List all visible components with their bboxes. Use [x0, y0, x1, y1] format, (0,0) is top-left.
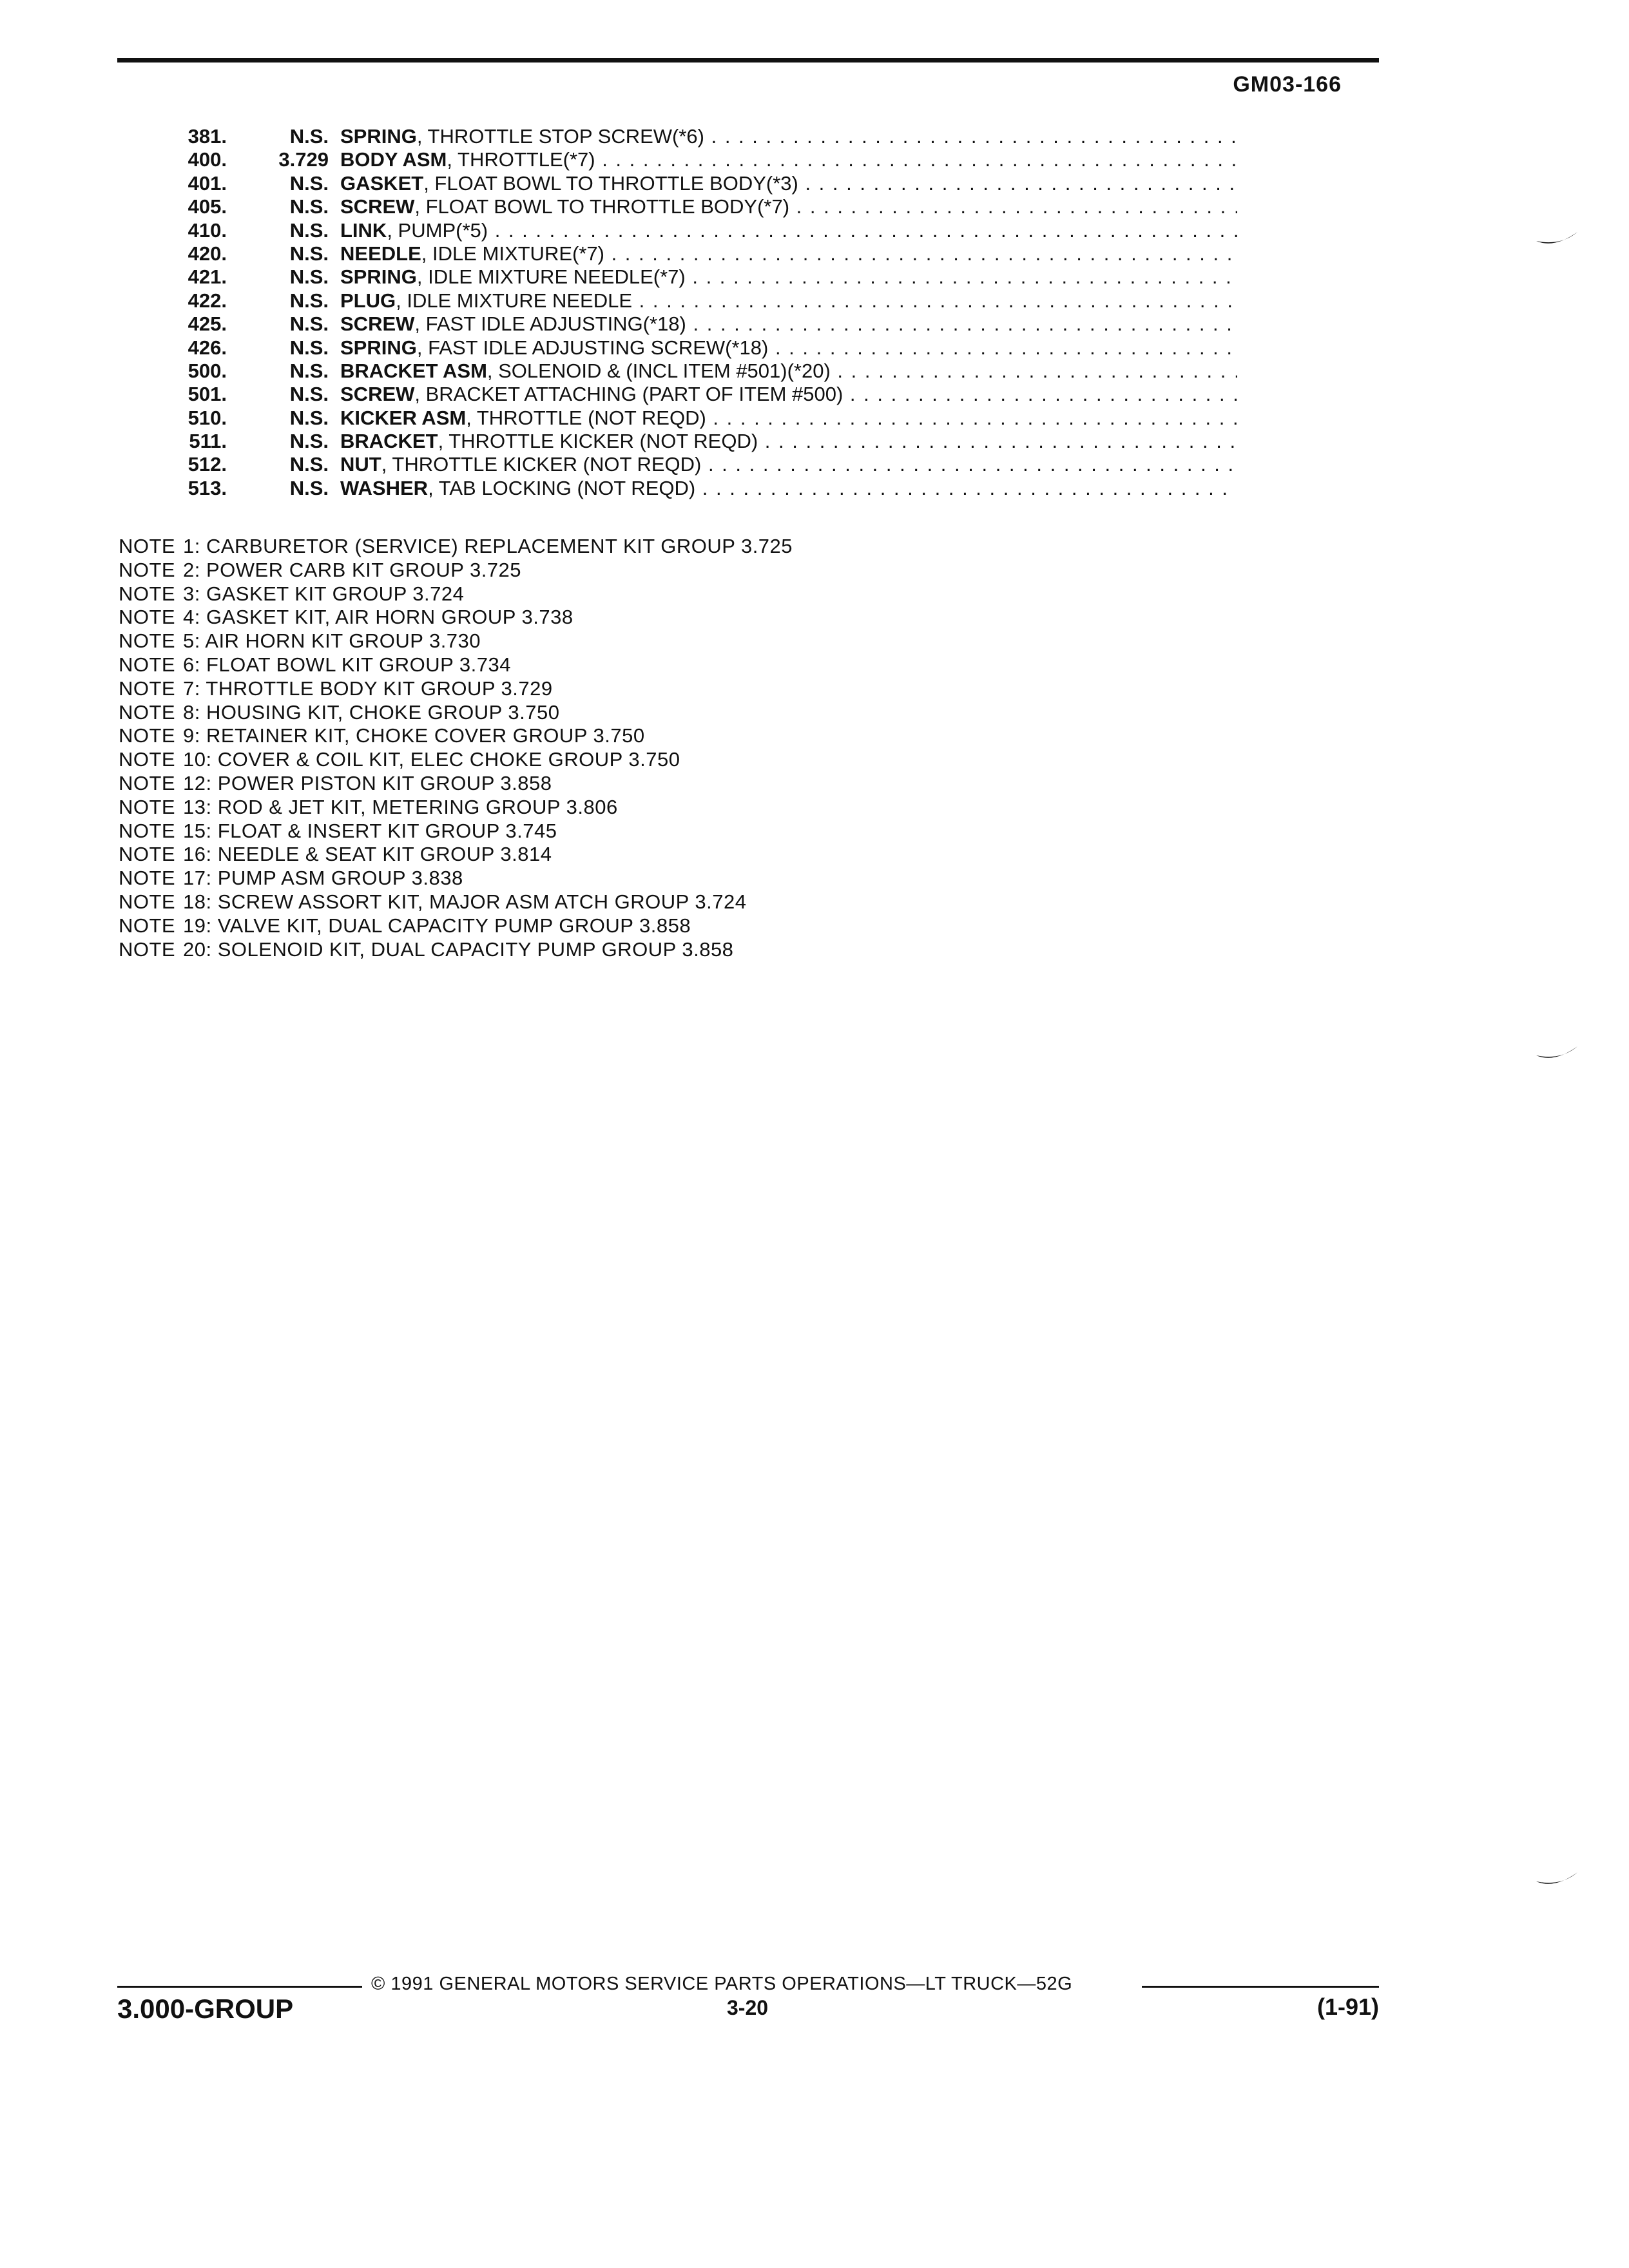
part-number: 405.: [188, 195, 227, 218]
part-row: [155, 219, 1237, 242]
part-row: [155, 336, 1237, 360]
part-quantity: N.S.: [289, 476, 329, 499]
part-description: [340, 312, 1237, 336]
part-description: [340, 125, 1237, 148]
part-number: 381.: [188, 125, 227, 148]
note-row: [119, 535, 1021, 559]
part-row: [155, 195, 1237, 218]
part-quantity: N.S.: [289, 359, 329, 382]
note-text: NEEDLE & SEAT KIT GROUP 3.814: [217, 843, 552, 866]
note-number: 12:: [183, 771, 212, 794]
part-detail: , THROTTLE STOP SCREW(*6) . . .: [417, 125, 1237, 148]
part-description: [340, 195, 1237, 218]
note-label: NOTE: [119, 890, 176, 913]
note-number: 19:: [183, 914, 212, 937]
note-text: PUMP ASM GROUP 3.838: [217, 867, 463, 890]
part-name: SPRING: [340, 336, 417, 359]
part-name: SCREW: [340, 383, 415, 406]
note-label: NOTE: [119, 771, 176, 794]
part-name: NEEDLE: [340, 242, 421, 265]
document-code: GM03-166: [1233, 72, 1342, 97]
note-text: GASKET KIT, AIR HORN GROUP 3.738: [206, 606, 574, 629]
part-number: 422.: [188, 289, 227, 312]
note-text: GASKET KIT GROUP 3.724: [206, 582, 465, 605]
part-row: [155, 125, 1237, 148]
note-label: NOTE: [119, 535, 176, 557]
part-number: 420.: [188, 242, 227, 265]
note-number: 17:: [183, 867, 212, 890]
part-number: 511.: [189, 430, 227, 453]
part-detail: , IDLE MIXTURE NEEDLE(*7) . . .: [417, 265, 1237, 288]
part-quantity: N.S.: [289, 312, 329, 336]
note-number: 6:: [183, 653, 200, 676]
part-row: [155, 453, 1237, 476]
footer-date: (1-91): [1316, 1994, 1379, 2020]
part-detail: , THROTTLE (NOT REQD) . . .: [466, 407, 1237, 429]
part-detail: , IDLE MIXTURE NEEDLE . . .: [396, 289, 1237, 312]
part-quantity: N.S.: [289, 453, 329, 476]
part-number: 501.: [188, 383, 227, 406]
part-detail: , THROTTLE(*7) . . .: [447, 148, 1237, 171]
part-name: SCREW: [340, 312, 415, 336]
note-row: [119, 867, 1021, 890]
part-description: [340, 265, 1237, 289]
part-number: 400.: [188, 148, 227, 171]
part-description: [340, 336, 1237, 360]
part-description: [340, 407, 1237, 430]
note-text: CARBURETOR (SERVICE) REPLACEMENT KIT GROUP 3.725: [206, 535, 793, 557]
part-name: BODY ASM: [340, 148, 447, 171]
note-number: 15:: [183, 819, 212, 842]
note-text: POWER PISTON KIT GROUP 3.858: [217, 771, 552, 794]
part-quantity: N.S.: [289, 242, 329, 265]
note-text: FLOAT BOWL KIT GROUP 3.734: [206, 653, 511, 676]
part-detail: , FLOAT BOWL TO THROTTLE BODY(*7) . . .: [414, 195, 1237, 218]
note-row: [119, 914, 1021, 938]
note-label: NOTE: [119, 606, 176, 629]
note-row: [119, 629, 1021, 653]
note-row: [119, 677, 1021, 701]
part-name: PLUG: [340, 289, 396, 312]
note-number: 5:: [183, 629, 200, 653]
note-row: [119, 748, 1021, 772]
part-description: [340, 289, 1237, 312]
note-label: NOTE: [119, 843, 176, 866]
part-row: [155, 477, 1237, 500]
part-row: [155, 172, 1237, 195]
part-quantity: N.S.: [289, 171, 329, 195]
note-text: SCREW ASSORT KIT, MAJOR ASM ATCH GROUP 3.724: [217, 890, 747, 913]
part-row: [155, 407, 1237, 430]
note-number: 3:: [183, 582, 200, 605]
note-number: 18:: [183, 890, 212, 913]
part-row: [155, 265, 1237, 289]
part-name: NUT: [340, 453, 381, 476]
part-number: 510.: [188, 406, 227, 429]
top-rule: [117, 58, 1379, 62]
part-detail: , THROTTLE KICKER (NOT REQD) . . .: [438, 430, 1237, 452]
page-number: 3-20: [727, 1996, 769, 2019]
part-name: GASKET: [340, 171, 424, 195]
part-quantity: N.S.: [289, 125, 329, 148]
part-detail: , FLOAT BOWL TO THROTTLE BODY(*3) . . .: [423, 172, 1237, 195]
part-description: [340, 453, 1237, 476]
note-label: NOTE: [119, 819, 176, 842]
note-number: 2:: [183, 558, 200, 581]
part-name: SCREW: [340, 195, 415, 218]
part-number: 513.: [188, 476, 227, 499]
note-label: NOTE: [119, 629, 176, 653]
footer-rule-right: [1142, 1986, 1379, 1988]
part-row: [155, 383, 1237, 406]
part-quantity: N.S.: [289, 289, 329, 312]
note-label: NOTE: [119, 748, 176, 771]
note-row: [119, 772, 1021, 796]
part-detail: , FAST IDLE ADJUSTING SCREW(*18) . . .: [417, 336, 1237, 359]
binder-hole-mark-icon: [1535, 227, 1580, 253]
part-quantity: N.S.: [289, 195, 329, 218]
part-quantity: N.S.: [289, 336, 329, 359]
note-row: [119, 796, 1021, 820]
part-row: [155, 148, 1237, 171]
note-row: [119, 820, 1021, 843]
note-text: ROD & JET KIT, METERING GROUP 3.806: [217, 795, 618, 818]
note-text: SOLENOID KIT, DUAL CAPACITY PUMP GROUP 3.858: [217, 937, 734, 961]
note-number: 1:: [183, 535, 200, 557]
note-label: NOTE: [119, 914, 176, 937]
part-name: LINK: [340, 218, 387, 242]
note-text: VALVE KIT, DUAL CAPACITY PUMP GROUP 3.858: [217, 914, 691, 937]
note-text: FLOAT & INSERT KIT GROUP 3.745: [217, 819, 557, 842]
note-row: [119, 606, 1021, 629]
part-name: BRACKET: [340, 430, 438, 453]
note-number: 4:: [183, 606, 200, 629]
note-number: 20:: [183, 937, 212, 961]
note-label: NOTE: [119, 653, 176, 676]
part-description: [340, 148, 1237, 171]
part-description: [340, 430, 1237, 453]
part-number: 410.: [188, 218, 227, 242]
note-text: AIR HORN KIT GROUP 3.730: [205, 629, 481, 653]
part-detail: , FAST IDLE ADJUSTING(*18) . . .: [414, 312, 1237, 335]
binder-hole-mark-icon: [1535, 1867, 1580, 1893]
parts-list: [155, 125, 1237, 500]
part-name: KICKER ASM: [340, 406, 467, 429]
part-row: [155, 242, 1237, 265]
note-label: NOTE: [119, 558, 176, 581]
part-name: SPRING: [340, 265, 417, 289]
notes-list: [119, 535, 1021, 961]
part-row: [155, 430, 1237, 453]
note-label: NOTE: [119, 724, 176, 747]
part-description: [340, 242, 1237, 265]
note-label: NOTE: [119, 582, 176, 605]
note-row: [119, 701, 1021, 725]
note-row: [119, 938, 1021, 962]
part-description: [340, 477, 1237, 500]
footer-group: 3.000-GROUP: [117, 1994, 294, 2024]
footer-copyright: © 1991 GENERAL MOTORS SERVICE PARTS OPERATIONS—LT TRUCK—52G: [371, 1974, 1073, 1994]
note-row: [119, 582, 1021, 606]
part-quantity: N.S.: [289, 406, 329, 429]
part-detail: , PUMP(*5) . . .: [387, 219, 1237, 242]
part-number: 421.: [188, 265, 227, 289]
part-quantity: N.S.: [289, 265, 329, 289]
note-row: [119, 843, 1021, 867]
part-description: [340, 383, 1237, 406]
note-row: [119, 890, 1021, 914]
part-quantity: N.S.: [289, 218, 329, 242]
part-name: SPRING: [340, 125, 417, 148]
note-row: [119, 653, 1021, 677]
note-row: [119, 724, 1021, 748]
note-number: 9:: [183, 724, 200, 747]
part-quantity: N.S.: [289, 430, 329, 453]
note-label: NOTE: [119, 677, 176, 700]
part-description: [340, 219, 1237, 242]
part-detail: , SOLENOID & (INCL ITEM #501)(*20) . . .: [487, 360, 1237, 382]
part-row: [155, 289, 1237, 312]
note-label: NOTE: [119, 795, 176, 818]
note-number: 13:: [183, 795, 212, 818]
part-number: 426.: [188, 336, 227, 359]
part-detail: , IDLE MIXTURE(*7) . . .: [421, 242, 1237, 265]
part-description: [340, 172, 1237, 195]
part-row: [155, 360, 1237, 383]
part-name: WASHER: [340, 476, 429, 499]
note-text: COVER & COIL KIT, ELEC CHOKE GROUP 3.750: [217, 748, 680, 771]
note-label: NOTE: [119, 937, 176, 961]
footer-rule-left: [117, 1986, 362, 1988]
note-number: 8:: [183, 700, 200, 724]
part-row: [155, 312, 1237, 336]
note-text: POWER CARB KIT GROUP 3.725: [206, 558, 522, 581]
part-quantity: 3.729: [278, 148, 329, 171]
part-number: 425.: [188, 312, 227, 336]
part-quantity: N.S.: [289, 383, 329, 406]
note-label: NOTE: [119, 700, 176, 724]
note-number: 7:: [183, 677, 200, 700]
note-label: NOTE: [119, 867, 176, 890]
part-number: 500.: [188, 359, 227, 382]
part-number: 512.: [188, 453, 227, 476]
part-detail: , TAB LOCKING (NOT REQD) . . .: [428, 477, 1237, 499]
part-detail: , THROTTLE KICKER (NOT REQD) . . .: [381, 453, 1237, 476]
part-number: 401.: [188, 171, 227, 195]
part-description: [340, 360, 1237, 383]
note-number: 16:: [183, 843, 212, 866]
note-number: 10:: [183, 748, 212, 771]
note-text: HOUSING KIT, CHOKE GROUP 3.750: [206, 700, 560, 724]
part-name: BRACKET ASM: [340, 359, 487, 382]
note-row: [119, 559, 1021, 582]
part-detail: , BRACKET ATTACHING (PART OF ITEM #500) . . .: [414, 383, 1237, 405]
note-text: RETAINER KIT, CHOKE COVER GROUP 3.750: [206, 724, 645, 747]
binder-hole-mark-icon: [1535, 1041, 1580, 1067]
note-text: THROTTLE BODY KIT GROUP 3.729: [206, 677, 553, 700]
